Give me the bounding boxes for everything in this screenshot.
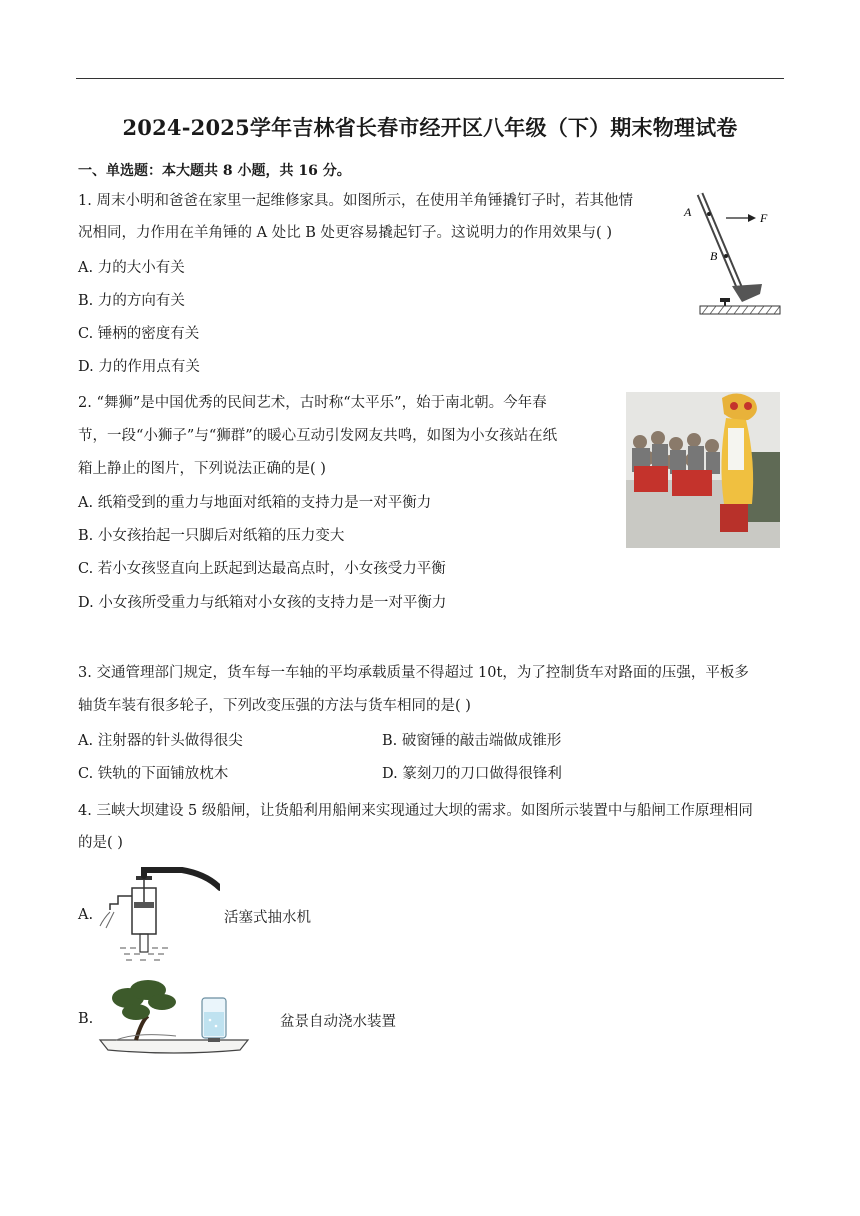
question-1-option-a: A. 力的大小有关 — [78, 260, 185, 276]
intake-pipe — [140, 934, 148, 952]
question-2-option-d: D. 小女孩所受重力与纸箱对小女孩的支持力是一对平衡力 — [78, 595, 447, 611]
red-box-left — [634, 466, 668, 492]
question-1-line-1: 1. 周末小明和爸爸在家里一起维修家具。如图所示，在使用羊角锤撬钉子时，若其他情 — [78, 193, 633, 209]
question-4-line-2: 的是( ) — [78, 835, 123, 851]
question-3-option-a: A. 注射器的针头做得很尖 — [78, 733, 243, 749]
question-1-line-2: 况相同，力作用在羊角锤的 A 处比 B 处更容易撬起钉子。这说明力的作用效果与( ) — [78, 225, 612, 241]
question-1-option-d: D. 力的作用点有关 — [78, 359, 200, 375]
question-2-option-c: C. 若小女孩竖直向上跃起到达最高点时，小女孩受力平衡 — [78, 561, 446, 577]
question-3-line-1: 3. 交通管理部门规定，货车每一车轴的平均承载质量不得超过 10t，为了控制货车对路面的压强，平板多 — [78, 665, 749, 681]
hammer-head — [732, 284, 762, 302]
question-4-line-1: 4. 三峡大坝建设 5 级船闸，让货船利用船闸来实现通过大坝的需求。如图所示装置中与船闸工作原理相同 — [78, 803, 753, 819]
top-rule — [76, 78, 784, 79]
question-2-line-1: 2. “舞狮”是中国优秀的民间艺术，古时称“太平乐”，始于南北朝。今年春 — [78, 395, 547, 411]
bonsai-waterer-figure — [96, 976, 252, 1056]
question-2-line-2: 节，一段“小狮子”与“狮群”的暖心互动引发网友共鸣，如图为小女孩站在纸 — [78, 428, 558, 444]
question-4-option-b: B. — [78, 1011, 94, 1027]
point-b-label: B — [710, 249, 718, 263]
question-3-option-c: C. 铁轨的下面铺放枕木 — [78, 766, 229, 782]
question-2-line-3: 箱上静止的图片，下列说法正确的是( ) — [78, 461, 326, 477]
outlet-spout — [110, 896, 132, 910]
pump-handle — [144, 870, 220, 888]
question-2-option-a: A. 纸箱受到的重力与地面对纸箱的支持力是一对平衡力 — [78, 495, 432, 511]
question-4-option-a: A. — [78, 907, 94, 923]
red-box-center — [672, 470, 712, 496]
wood-board — [700, 306, 780, 314]
point-a-label: A — [684, 205, 692, 219]
question-2-option-b: B. 小女孩抬起一只脚后对纸箱的压力变大 — [78, 528, 345, 544]
section-heading: 一、单选题：本大题共 8 小题，共 16 分。 — [78, 163, 351, 179]
bonsai-tray — [100, 1040, 248, 1053]
option-a-caption: 活塞式抽水机 — [224, 910, 311, 926]
question-3-line-2: 轴货车装有很多轮子，下列改变压强的方法与货车相同的是( ) — [78, 698, 471, 714]
lion-dance-photo — [626, 392, 780, 548]
question-3-option-b: B. 破窗锤的敲击端做成锥形 — [382, 733, 562, 749]
force-label: F — [760, 211, 768, 225]
hammer-lever-figure — [682, 190, 786, 320]
question-1-option-c: C. 锤柄的密度有关 — [78, 326, 200, 342]
little-girl — [728, 428, 744, 470]
water-surface — [120, 948, 168, 960]
question-1-option-b: B. 力的方向有关 — [78, 293, 185, 309]
page-title: 2024-2025学年吉林省长春市经开区八年级（下）期末物理试卷 — [122, 115, 738, 140]
paper-box — [720, 504, 748, 532]
piston — [134, 902, 154, 908]
question-3-option-d: D. 篆刻刀的刀口做得很锋利 — [382, 766, 562, 782]
tree-foliage — [112, 980, 176, 1020]
piston-pump-figure — [96, 866, 220, 968]
option-b-caption: 盆景自动浇水装置 — [280, 1014, 396, 1030]
